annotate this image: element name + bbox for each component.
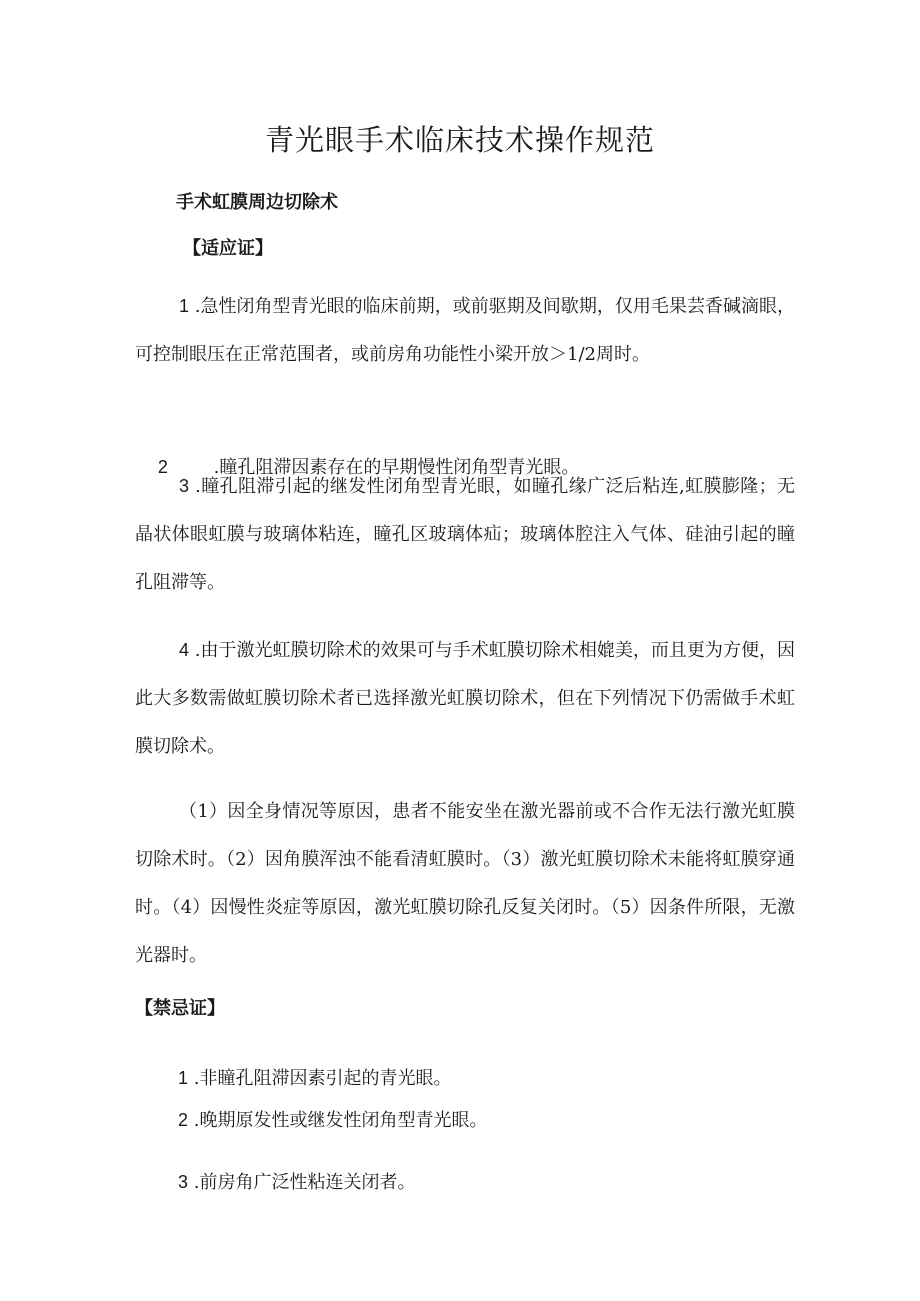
contraindication-number: 1 xyxy=(178,1068,189,1088)
indication-number: 2 xyxy=(157,457,168,477)
document-title: 青光眼手术临床技术操作规范 xyxy=(264,123,655,157)
section-title: 手术虹膜周边切除术 xyxy=(176,192,338,213)
contraindication-text: .晚期原发性或继发性闭角型青光眼。 xyxy=(188,1110,488,1131)
indication-item xyxy=(135,626,795,771)
indications-heading: 【适应证】 xyxy=(183,238,273,259)
indication-item xyxy=(135,282,795,379)
contraindication-text: .前房角广泛性粘连关闭者。 xyxy=(188,1172,416,1193)
contraindication-number: 2 xyxy=(178,1110,189,1130)
indication-number: 3 xyxy=(179,476,190,496)
contraindication-item xyxy=(178,1170,415,1195)
contraindication-text: .非瞳孔阻滞因素引起的青光眼。 xyxy=(188,1068,452,1089)
indication-text: .瞳孔阻滞引起的继发性闭角型青光眼，如瞳孔缘广泛后粘连,虹膜膨隆；无晶状体眼虹膜与玻璃体粘连，瞳孔区玻璃体疝；玻璃体腔注入气体、硅油引起的瞳孔阻滞等。 xyxy=(135,476,795,593)
indication-text: .急性闭角型青光眼的临床前期，或前驱期及间歇期，仅用毛果芸香碱滴眼，可控制眼压在正常范围者，或前房角功能性小梁开放＞1/2周时。 xyxy=(135,296,795,365)
contraindications-heading: 【禁忌证】 xyxy=(135,998,225,1019)
contraindication-item xyxy=(178,1066,451,1091)
indication-text: .瞳孔阻滞因素存在的早期慢性闭角型青光眼。 xyxy=(167,457,580,478)
indication-text: .由于激光虹膜切除术的效果可与手术虹膜切除术相媲美，而且更为方便，因此大多数需做虹膜切除术者已选择激光虹膜切除术，但在下列情况下仍需做手术虹膜切除术。 xyxy=(135,640,795,757)
contraindication-number: 3 xyxy=(178,1172,189,1192)
indication-item xyxy=(135,462,795,607)
sub-conditions-paragraph: （1）因全身情况等原因，患者不能安坐在激光器前或不合作无法行激光虹膜切除术时。（2）因角膜浑浊不能看清虹膜时。（3）激光虹膜切除术未能将虹膜穿通时。（4）因慢性炎症等原因，激光虹膜切除孔反复关闭时。（5）因条件所限，无激光器时。 xyxy=(135,801,795,966)
indication-number: 4 xyxy=(179,640,190,660)
contraindication-item xyxy=(178,1108,487,1133)
indication-number: 1 xyxy=(179,296,190,316)
